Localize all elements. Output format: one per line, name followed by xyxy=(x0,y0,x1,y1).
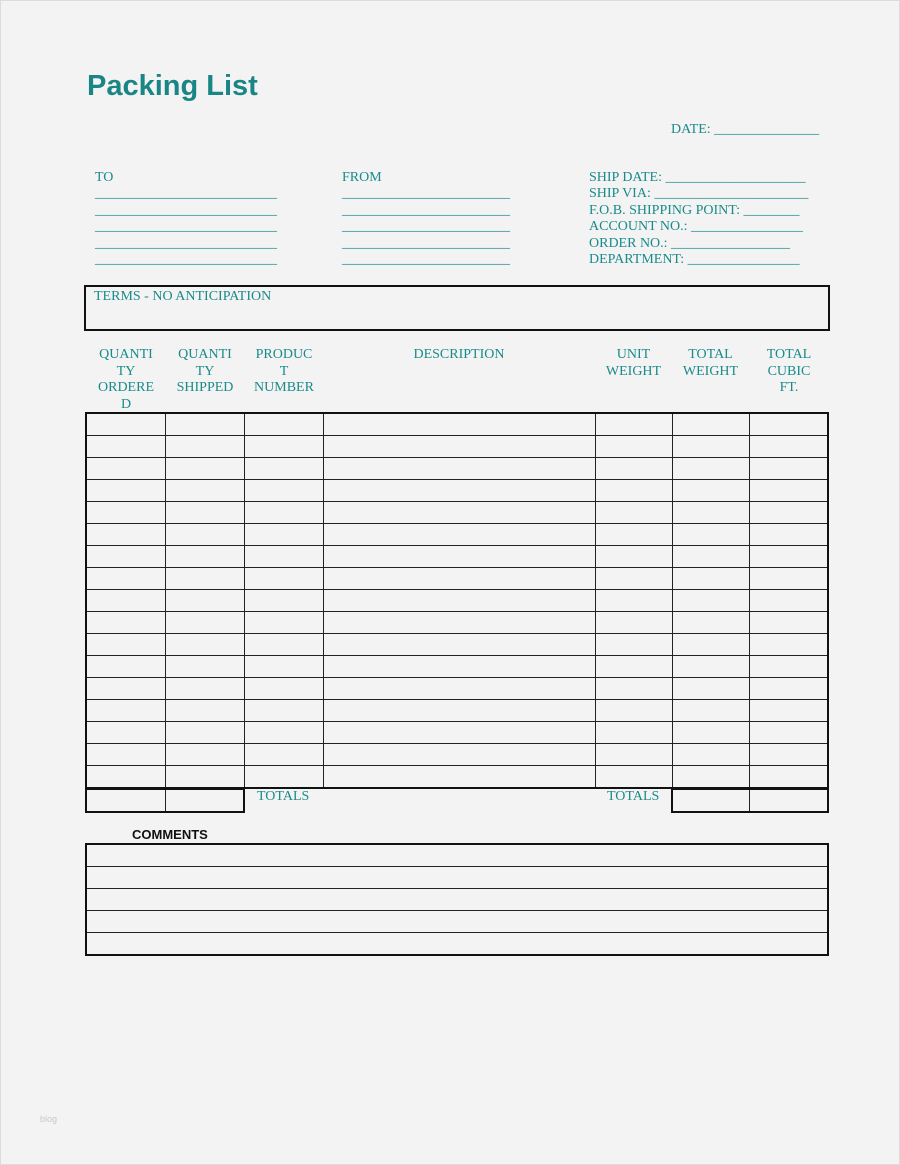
total-cubic-ft-cell[interactable] xyxy=(749,546,828,568)
totals-label-right: TOTALS xyxy=(607,789,660,804)
terms-label: TERMS - NO ANTICIPATION xyxy=(94,289,272,304)
table-row xyxy=(86,458,828,480)
items-table xyxy=(85,412,829,789)
description-cell[interactable] xyxy=(323,480,595,502)
from-section xyxy=(342,170,510,268)
total-weight-cell[interactable] xyxy=(672,678,749,700)
product-number-cell[interactable] xyxy=(244,413,323,436)
qty-ordered-cell[interactable] xyxy=(86,524,165,546)
unit-weight-cell[interactable] xyxy=(595,700,672,722)
total-cubic-ft-cell[interactable] xyxy=(749,480,828,502)
table-row xyxy=(86,700,828,722)
unit-weight-cell[interactable] xyxy=(595,656,672,678)
description-cell[interactable] xyxy=(323,413,595,436)
qty-shipped-cell[interactable] xyxy=(165,568,244,590)
product-number-cell[interactable] xyxy=(244,458,323,480)
table-row xyxy=(86,766,828,789)
date-label: DATE: xyxy=(671,122,711,137)
unit-weight-cell[interactable] xyxy=(595,546,672,568)
header-product-number: PRODUC T NUMBER xyxy=(254,347,314,395)
product-number-cell[interactable] xyxy=(244,634,323,656)
qty-shipped-cell[interactable] xyxy=(165,590,244,612)
qty-ordered-cell[interactable] xyxy=(86,458,165,480)
total-weight-cell[interactable] xyxy=(672,480,749,502)
qty-shipped-cell[interactable] xyxy=(165,436,244,458)
table-row xyxy=(86,502,828,524)
qty-shipped-cell[interactable] xyxy=(165,744,244,766)
total-cubic-ft-cell[interactable] xyxy=(749,590,828,612)
qty-shipped-cell[interactable] xyxy=(165,766,244,789)
totals-label-left: TOTALS xyxy=(257,789,310,804)
comment-line[interactable] xyxy=(86,933,828,956)
terms-box xyxy=(84,285,830,331)
product-number-cell[interactable] xyxy=(244,546,323,568)
total-weight-cell[interactable] xyxy=(672,656,749,678)
total-quantity-shipped-cell[interactable] xyxy=(165,789,244,812)
watermark: blog xyxy=(40,1114,58,1124)
qty-shipped-cell[interactable] xyxy=(165,480,244,502)
total-weight-cell[interactable] xyxy=(672,458,749,480)
total-weight-cell[interactable] xyxy=(672,612,749,634)
header-quantity-ordered: QUANTI TY ORDERE D xyxy=(98,347,154,412)
to-section xyxy=(95,170,277,268)
from-line[interactable]: ________________________ xyxy=(342,235,510,251)
qty-ordered-cell[interactable] xyxy=(86,766,165,789)
table-row xyxy=(86,634,828,656)
total-weight-cell[interactable] xyxy=(672,502,749,524)
total-weight-cell[interactable] xyxy=(672,568,749,590)
qty-shipped-cell[interactable] xyxy=(165,524,244,546)
qty-ordered-cell[interactable] xyxy=(86,678,165,700)
comment-line[interactable] xyxy=(86,844,828,867)
comment-row xyxy=(86,889,828,911)
qty-ordered-cell[interactable] xyxy=(86,590,165,612)
header-total-weight: TOTAL WEIGHT xyxy=(682,347,739,379)
page-title: Packing List xyxy=(87,70,258,102)
description-cell[interactable] xyxy=(323,612,595,634)
header-unit-weight: UNIT WEIGHT xyxy=(605,347,662,379)
total-cubic-ft-cell[interactable] xyxy=(749,458,828,480)
total-cubic-ft-cell[interactable] xyxy=(749,744,828,766)
from-line[interactable]: ________________________ xyxy=(342,186,510,202)
total-cubic-ft-cell[interactable] xyxy=(749,722,828,744)
ship-via-field[interactable]: SHIP VIA: ______________________ xyxy=(589,186,809,202)
to-line[interactable]: __________________________ xyxy=(95,219,277,235)
total-weight-cell[interactable] xyxy=(672,436,749,458)
product-number-cell[interactable] xyxy=(244,436,323,458)
description-cell[interactable] xyxy=(323,502,595,524)
qty-shipped-cell[interactable] xyxy=(165,502,244,524)
table-row xyxy=(86,744,828,766)
total-cubic-ft-cell[interactable] xyxy=(749,634,828,656)
product-number-cell[interactable] xyxy=(244,678,323,700)
description-cell[interactable] xyxy=(323,766,595,789)
product-number-cell[interactable] xyxy=(244,744,323,766)
qty-shipped-cell[interactable] xyxy=(165,458,244,480)
total-weight-cell[interactable] xyxy=(672,634,749,656)
account-no-field[interactable]: ACCOUNT NO.: ________________ xyxy=(589,219,804,235)
total-weight-cell[interactable] xyxy=(672,546,749,568)
unit-weight-cell[interactable] xyxy=(595,524,672,546)
qty-ordered-cell[interactable] xyxy=(86,480,165,502)
to-line[interactable]: __________________________ xyxy=(95,186,277,202)
total-cubic-ft-cell[interactable] xyxy=(749,502,828,524)
description-cell[interactable] xyxy=(323,634,595,656)
product-number-cell[interactable] xyxy=(244,502,323,524)
total-cubic-ft-cell[interactable] xyxy=(749,700,828,722)
qty-ordered-cell[interactable] xyxy=(86,722,165,744)
table-row xyxy=(86,612,828,634)
description-cell[interactable] xyxy=(323,458,595,480)
product-number-cell[interactable] xyxy=(244,722,323,744)
header-total-cubic-ft: TOTAL CUBIC FT. xyxy=(766,347,812,395)
comment-row xyxy=(86,911,828,933)
comment-row xyxy=(86,867,828,889)
table-row xyxy=(86,656,828,678)
total-cubic-ft-cell[interactable] xyxy=(749,436,828,458)
unit-weight-cell[interactable] xyxy=(595,480,672,502)
to-line[interactable]: __________________________ xyxy=(95,202,277,218)
unit-weight-cell[interactable] xyxy=(595,590,672,612)
qty-shipped-cell[interactable] xyxy=(165,722,244,744)
to-line[interactable]: __________________________ xyxy=(95,235,277,251)
qty-shipped-cell[interactable] xyxy=(165,700,244,722)
description-cell[interactable] xyxy=(323,700,595,722)
totals-right-cells xyxy=(671,788,829,813)
comments-label: COMMENTS xyxy=(132,827,208,842)
from-label: FROM xyxy=(342,170,382,185)
total-weight-cell[interactable] xyxy=(672,744,749,766)
total-cubic-ft-cell[interactable] xyxy=(749,413,828,436)
table-row xyxy=(86,722,828,744)
product-number-cell[interactable] xyxy=(244,766,323,789)
qty-ordered-cell[interactable] xyxy=(86,502,165,524)
product-number-cell[interactable] xyxy=(244,590,323,612)
qty-shipped-cell[interactable] xyxy=(165,678,244,700)
total-cubic-ft-cell[interactable] xyxy=(749,612,828,634)
from-line[interactable]: ________________________ xyxy=(342,252,510,268)
unit-weight-cell[interactable] xyxy=(595,744,672,766)
from-line[interactable]: ________________________ xyxy=(342,202,510,218)
qty-shipped-cell[interactable] xyxy=(165,656,244,678)
description-cell[interactable] xyxy=(323,656,595,678)
ship-date-field[interactable]: SHIP DATE: ____________________ xyxy=(589,170,806,185)
from-line[interactable]: ________________________ xyxy=(342,219,510,235)
qty-ordered-cell[interactable] xyxy=(86,744,165,766)
date-blank: _______________ xyxy=(714,122,820,137)
description-cell[interactable] xyxy=(323,678,595,700)
unit-weight-cell[interactable] xyxy=(595,413,672,436)
product-number-cell[interactable] xyxy=(244,568,323,590)
total-cubic-ft-cell[interactable] xyxy=(749,766,828,789)
qty-ordered-cell[interactable] xyxy=(86,568,165,590)
qty-shipped-cell[interactable] xyxy=(165,612,244,634)
to-label: TO xyxy=(95,170,114,185)
unit-weight-cell[interactable] xyxy=(595,502,672,524)
total-quantity-ordered-cell[interactable] xyxy=(86,789,165,812)
unit-weight-cell[interactable] xyxy=(595,766,672,789)
date-field[interactable] xyxy=(671,122,819,138)
table-row xyxy=(86,413,828,436)
table-row xyxy=(86,436,828,458)
qty-ordered-cell[interactable] xyxy=(86,413,165,436)
unit-weight-cell[interactable] xyxy=(595,458,672,480)
total-cubic-ft-cell[interactable] xyxy=(749,524,828,546)
description-cell[interactable] xyxy=(323,722,595,744)
totals-left-cells xyxy=(85,788,245,813)
description-cell[interactable] xyxy=(323,436,595,458)
qty-shipped-cell[interactable] xyxy=(165,413,244,436)
total-cubic-ft-cell[interactable] xyxy=(749,789,828,812)
total-weight-cell[interactable] xyxy=(672,590,749,612)
table-row xyxy=(86,678,828,700)
fob-shipping-point-field[interactable]: F.O.B. SHIPPING POINT: ________ xyxy=(589,202,800,218)
qty-ordered-cell[interactable] xyxy=(86,634,165,656)
to-line[interactable]: __________________________ xyxy=(95,252,277,268)
qty-ordered-cell[interactable] xyxy=(86,612,165,634)
total-cubic-ft-cell[interactable] xyxy=(749,656,828,678)
table-row xyxy=(86,524,828,546)
total-weight-cell[interactable] xyxy=(672,766,749,789)
table-row xyxy=(86,590,828,612)
shipping-section xyxy=(589,170,808,268)
total-weight-cell[interactable] xyxy=(672,722,749,744)
comment-line[interactable] xyxy=(86,889,828,911)
qty-ordered-cell[interactable] xyxy=(86,700,165,722)
comment-line[interactable] xyxy=(86,867,828,889)
total-cubic-ft-cell[interactable] xyxy=(749,568,828,590)
comments-table xyxy=(85,843,829,956)
qty-shipped-cell[interactable] xyxy=(165,546,244,568)
qty-ordered-cell[interactable] xyxy=(86,546,165,568)
qty-ordered-cell[interactable] xyxy=(86,656,165,678)
description-cell[interactable] xyxy=(323,546,595,568)
qty-ordered-cell[interactable] xyxy=(86,436,165,458)
product-number-cell[interactable] xyxy=(244,700,323,722)
product-number-cell[interactable] xyxy=(244,612,323,634)
department-field[interactable]: DEPARTMENT: ________________ xyxy=(589,252,800,268)
order-no-field[interactable]: ORDER NO.: _________________ xyxy=(589,235,791,251)
unit-weight-cell[interactable] xyxy=(595,722,672,744)
qty-shipped-cell[interactable] xyxy=(165,634,244,656)
product-number-cell[interactable] xyxy=(244,656,323,678)
description-cell[interactable] xyxy=(323,568,595,590)
description-cell[interactable] xyxy=(323,590,595,612)
comment-line[interactable] xyxy=(86,911,828,933)
header-quantity-shipped: QUANTI TY SHIPPED xyxy=(176,347,234,395)
unit-weight-cell[interactable] xyxy=(595,612,672,634)
unit-weight-cell[interactable] xyxy=(595,436,672,458)
unit-weight-cell[interactable] xyxy=(595,568,672,590)
header-description: DESCRIPTION xyxy=(413,347,505,362)
total-cubic-ft-cell[interactable] xyxy=(749,678,828,700)
description-cell[interactable] xyxy=(323,524,595,546)
unit-weight-cell[interactable] xyxy=(595,634,672,656)
table-row xyxy=(86,568,828,590)
comment-row xyxy=(86,844,828,867)
table-row xyxy=(86,480,828,502)
product-number-cell[interactable] xyxy=(244,524,323,546)
comment-row xyxy=(86,933,828,956)
description-cell[interactable] xyxy=(323,744,595,766)
total-weight-cell[interactable] xyxy=(672,413,749,436)
total-weight-cell[interactable] xyxy=(672,524,749,546)
product-number-cell[interactable] xyxy=(244,480,323,502)
unit-weight-cell[interactable] xyxy=(595,678,672,700)
total-weight-cell[interactable] xyxy=(672,789,749,812)
table-row xyxy=(86,546,828,568)
total-weight-cell[interactable] xyxy=(672,700,749,722)
